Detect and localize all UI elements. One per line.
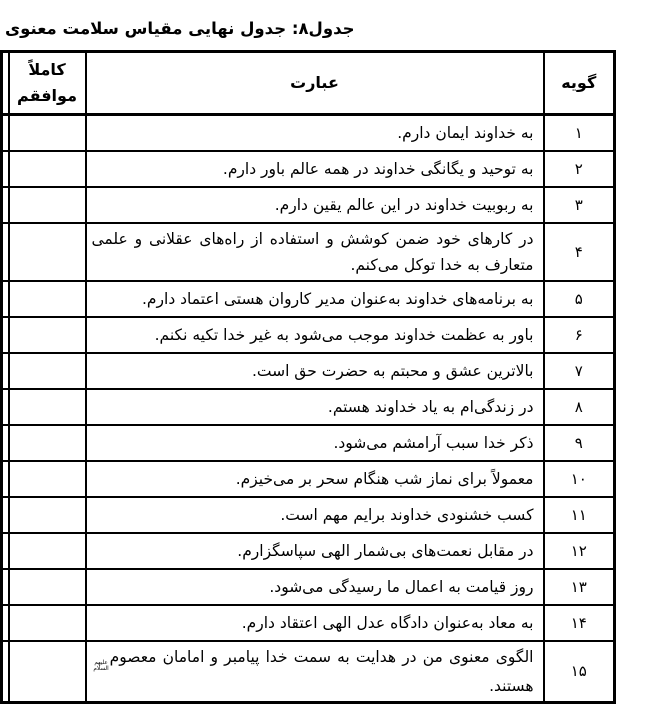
cut-column-cell <box>2 187 9 223</box>
cut-column-cell <box>2 605 9 641</box>
cut-column-cell <box>2 533 9 569</box>
table-row <box>2 389 615 425</box>
agree-answer-cell <box>9 533 86 569</box>
item-number-cell: ۱ <box>544 115 615 152</box>
cut-column-cell <box>2 461 9 497</box>
table-body <box>2 115 615 703</box>
agree-answer-cell <box>9 425 86 461</box>
item-number-cell: ۹ <box>544 425 615 461</box>
table-row <box>2 223 615 281</box>
table-row <box>2 115 615 152</box>
statement-cell: به برنامه‌های خداوند به‌عنوان مدیر کاروان هستی اعتماد دارم. <box>86 281 544 317</box>
statement-cell: در کارهای خود ضمن کوشش و استفاده از راه‌های عقلانی و علمی متعارف به خدا توکل می‌کنم. <box>86 223 544 281</box>
table-row <box>2 605 615 641</box>
table-row <box>2 353 615 389</box>
table-row <box>2 187 615 223</box>
cut-column-cell <box>2 281 9 317</box>
statement-cell: به خداوند ایمان دارم. <box>86 115 544 152</box>
cut-column-cell <box>2 151 9 187</box>
item-number-cell: ۱۰ <box>544 461 615 497</box>
cut-column-cell <box>2 115 9 152</box>
header-agree-column: کاملاً موافقم <box>9 52 86 115</box>
table-row <box>2 425 615 461</box>
item-number-cell: ۱۵ <box>544 641 615 702</box>
agree-answer-cell <box>9 605 86 641</box>
table-caption: جدول۸: جدول نهایی مقیاس سلامت معنوی <box>5 19 355 38</box>
table-row <box>2 533 615 569</box>
agree-answer-cell <box>9 317 86 353</box>
table-row <box>2 569 615 605</box>
item-number-cell: ۲ <box>544 151 615 187</box>
cut-column-cell <box>2 497 9 533</box>
cut-column-cell <box>2 425 9 461</box>
item-number-cell: ۱۱ <box>544 497 615 533</box>
cut-column-cell <box>2 569 9 605</box>
spiritual-health-scale-table <box>0 50 616 704</box>
agree-answer-cell <box>9 115 86 152</box>
table-row <box>2 497 615 533</box>
statement-cell: باور به عظمت خداوند موجب می‌شود به غیر خدا تکیه نکنم. <box>86 317 544 353</box>
agree-answer-cell <box>9 497 86 533</box>
statement-cell: کسب خشنودی خداوند برایم مهم است. <box>86 497 544 533</box>
item-number-cell: ۱۲ <box>544 533 615 569</box>
cut-column-cell <box>2 389 9 425</box>
item-number-cell: ۱۴ <box>544 605 615 641</box>
header-cut-column <box>2 52 9 115</box>
agree-answer-cell <box>9 353 86 389</box>
agree-answer-cell <box>9 223 86 281</box>
table-row <box>2 151 615 187</box>
item-number-cell: ۳ <box>544 187 615 223</box>
statement-cell: معمولاً برای نماز شب هنگام سحر بر می‌خیزم. <box>86 461 544 497</box>
cut-column-cell <box>2 641 9 702</box>
statement-cell: در مقابل نعمت‌های بی‌شمار الهی سپاسگزارم. <box>86 533 544 569</box>
cut-column-cell <box>2 317 9 353</box>
item-number-cell: ۶ <box>544 317 615 353</box>
statement-cell: به معاد به‌عنوان دادگاه عدل الهی اعتقاد دارم. <box>86 605 544 641</box>
agree-answer-cell <box>9 389 86 425</box>
agree-answer-cell <box>9 151 86 187</box>
alayhim-assalam-honorific-icon: علیهم السلام <box>92 659 109 672</box>
agree-answer-cell <box>9 187 86 223</box>
agree-answer-cell <box>9 281 86 317</box>
item-number-cell: ۷ <box>544 353 615 389</box>
table-row <box>2 281 615 317</box>
statement-cell: روز قیامت به اعمال ما رسیدگی می‌شود. <box>86 569 544 605</box>
statement-cell: بالاترین عشق و محبتم به حضرت حق است. <box>86 353 544 389</box>
statement-cell: در زندگی‌ام به یاد خداوند هستم. <box>86 389 544 425</box>
item-number-cell: ۸ <box>544 389 615 425</box>
cut-column-cell <box>2 353 9 389</box>
statement-cell: ذکر خدا سبب آرامشم می‌شود. <box>86 425 544 461</box>
agree-answer-cell <box>9 569 86 605</box>
statement-cell: الگوی معنوی من در هدایت به سمت خدا پیامبر و امامان معصوم علیهم السلام هستند. <box>86 641 544 702</box>
agree-answer-cell <box>9 641 86 702</box>
header-statement-column: عبارت <box>86 52 544 115</box>
table-row <box>2 641 615 702</box>
header-row <box>2 52 615 115</box>
item-number-cell: ۵ <box>544 281 615 317</box>
table-row <box>2 317 615 353</box>
statement-cell: به توحید و یگانگی خداوند در همه عالم باور دارم. <box>86 151 544 187</box>
cut-column-cell <box>2 223 9 281</box>
item-number-cell: ۱۳ <box>544 569 615 605</box>
agree-answer-cell <box>9 461 86 497</box>
table-row <box>2 461 615 497</box>
header-item-column: گویه <box>544 52 615 115</box>
item-number-cell: ۴ <box>544 223 615 281</box>
statement-cell: به ربوبیت خداوند در این عالم یقین دارم. <box>86 187 544 223</box>
